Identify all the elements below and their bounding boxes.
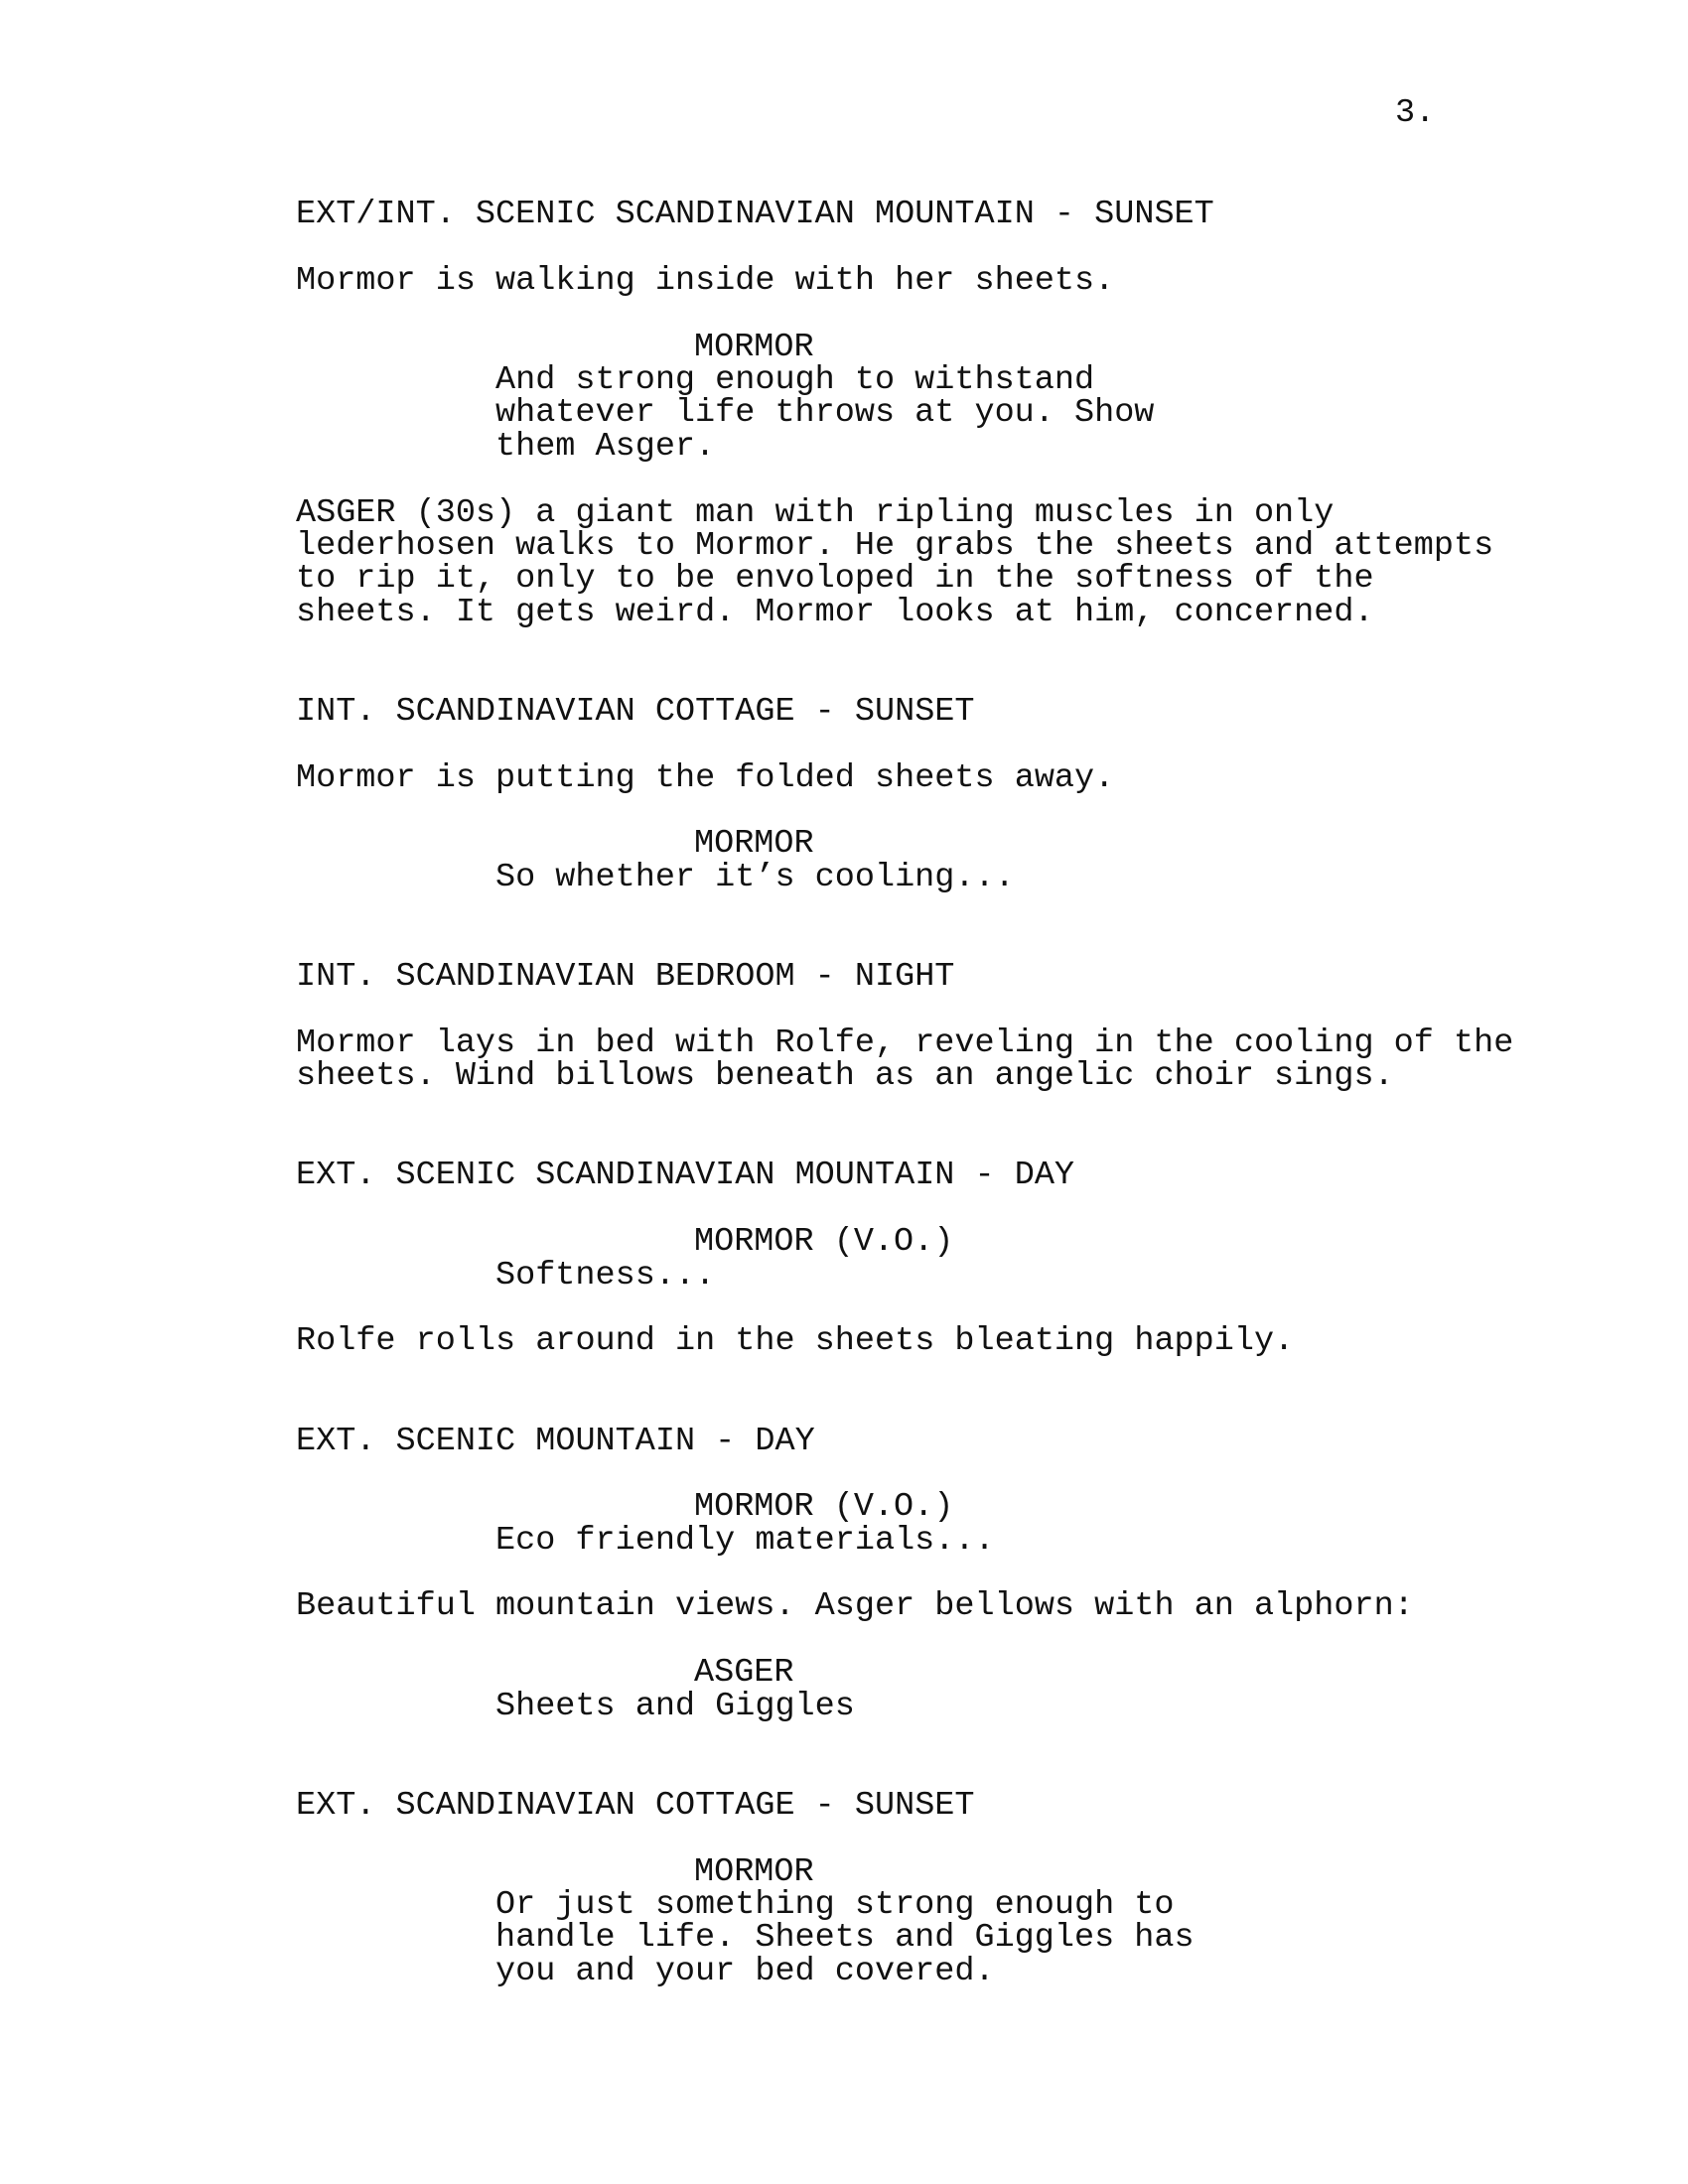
dialogue-line: And strong enough to withstand [495,360,1095,399]
character-name: MORMOR (V.O.) [694,1223,954,1262]
dialogue-line: handle life. Sheets and Giggles has [495,1919,1195,1958]
action-line: Mormor is walking inside with her sheets. [296,261,1115,300]
scene-heading: INT. SCANDINAVIAN BEDROOM - NIGHT [296,958,955,997]
action-line: Mormor lays in bed with Rolfe, reveling in the cooling of the [296,1024,1514,1062]
page-number: 3. [1395,94,1436,132]
action-line: Beautiful mountain views. Asger bellows with an alphorn: [296,1587,1414,1626]
character-name: MORMOR [694,825,814,864]
scene-heading: EXT. SCENIC MOUNTAIN - DAY [296,1422,815,1460]
action-line: Rolfe rolls around in the sheets bleating happily. [296,1322,1295,1361]
dialogue-line: Softness... [495,1256,716,1295]
character-name: MORMOR [694,1852,814,1891]
character-name: MORMOR [694,328,814,366]
action-line: sheets. Wind billows beneath as an angelic choir sings. [296,1057,1394,1096]
action-line: to rip it, only to be envoloped in the softness of the [296,560,1374,599]
scene-heading: EXT. SCENIC SCANDINAVIAN MOUNTAIN - DAY [296,1157,1075,1195]
action-line: ASGER (30s) a giant man with ripling muscles in only [296,493,1335,532]
dialogue-line: Eco friendly materials... [495,1521,995,1560]
character-name: MORMOR (V.O.) [694,1488,954,1527]
scene-heading: INT. SCANDINAVIAN COTTAGE - SUNSET [296,692,975,731]
dialogue-line: So whether it’s cooling... [495,858,1015,896]
dialogue-line: them Asger. [495,427,716,466]
action-line: Mormor is putting the folded sheets away. [296,758,1115,797]
screenplay-body [296,196,1527,1990]
dialogue-line: Sheets and Giggles [495,1687,855,1725]
action-line: sheets. It gets weird. Mormor looks at him, concerned. [296,593,1374,631]
character-name: ASGER [694,1654,794,1693]
action-line: lederhosen walks to Mormor. He grabs the sheets and attempts [296,526,1494,565]
scene-heading: EXT. SCANDINAVIAN COTTAGE - SUNSET [296,1786,975,1825]
dialogue-line: Or just something strong enough to [495,1886,1175,1924]
dialogue-line: whatever life throws at you. Show [495,394,1155,433]
scene-heading: EXT/INT. SCENIC SCANDINAVIAN MOUNTAIN - SUNSET [296,196,1214,233]
dialogue-line: you and your bed covered. [495,1952,995,1990]
